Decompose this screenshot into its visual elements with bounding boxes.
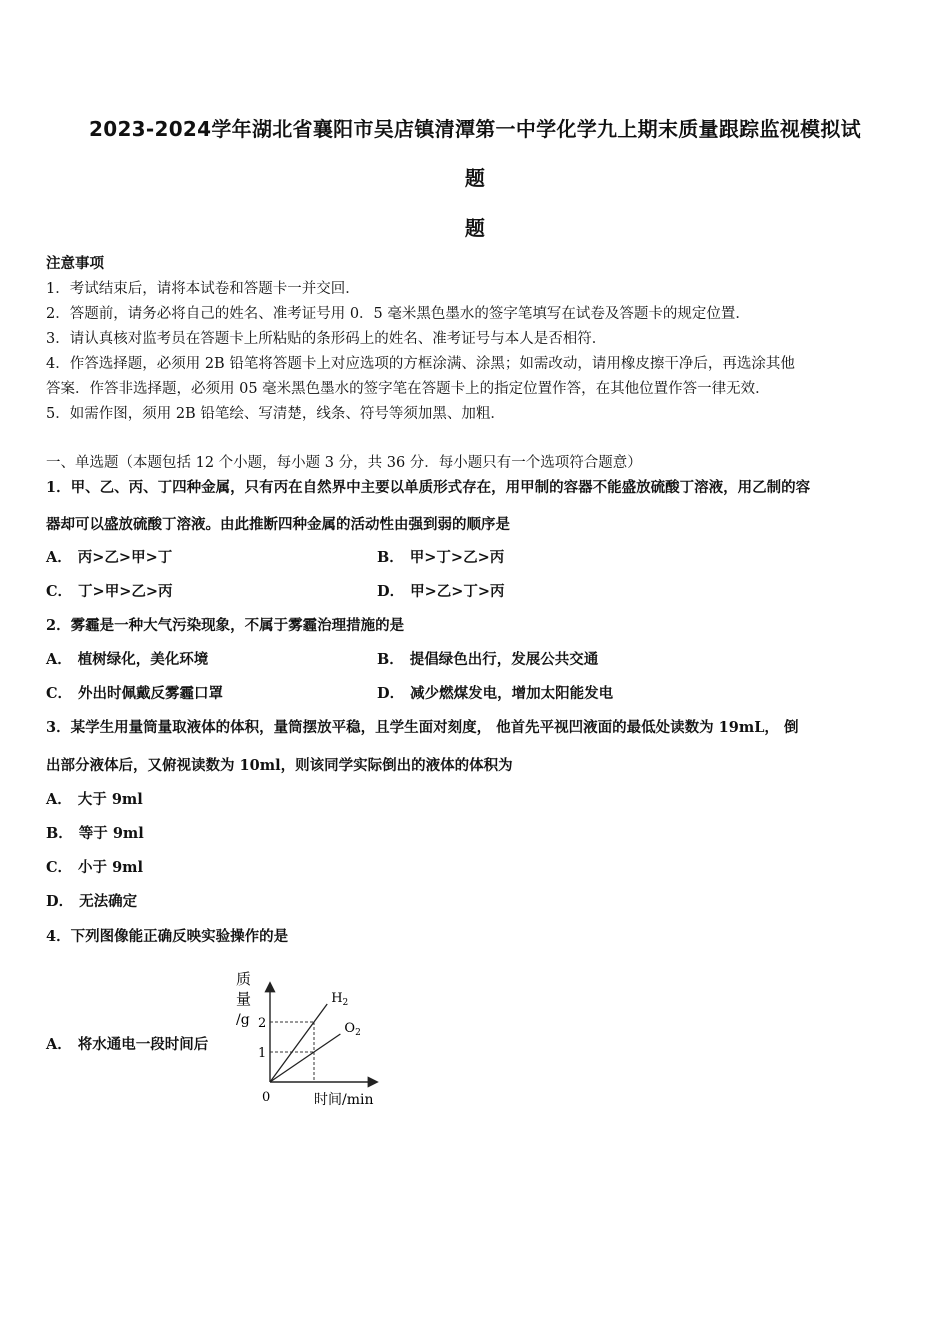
y-tick-label-1: 1 bbox=[258, 1046, 267, 1061]
q2-option-a: A． 植树绿化，美化环境 bbox=[46, 651, 209, 668]
notice-item-4: 4．作答选择题，必须用 2B 铅笔将答题卡上对应选项的方框涂满、涂黑；如需改动，请用橡皮擦干净后，再选涂其他 bbox=[46, 356, 795, 372]
y-axis-label-char-2: 量 bbox=[236, 990, 252, 1008]
q1-option-b: B． 甲>丁>乙>丙 bbox=[377, 549, 505, 566]
notice-item-2: 2．答题前，请务必将自己的姓名、准考证号用 0．5 毫米黑色墨水的签字笔填写在试卷及答题卡的规定位置． bbox=[46, 306, 750, 322]
notice-heading: 注意事项 bbox=[46, 255, 104, 272]
exam-title-line1: 2023-2024学年湖北省襄阳市吴店镇清潭第一中学化学九上期末质量跟踪监视模拟试 bbox=[89, 117, 861, 141]
series-label-h2: $H_2$ bbox=[331, 991, 349, 1008]
y-axis-label-char-1: 质 bbox=[236, 970, 252, 988]
notice-item-3: 3．请认真核对监考员在答题卡上所粘贴的条形码上的姓名、准考证号与本人是否相符． bbox=[46, 331, 607, 347]
exam-title-line3: 题 bbox=[464, 216, 486, 240]
q2-option-d: D． 减少燃煤发电，增加太阳能发电 bbox=[377, 685, 614, 702]
series-line-h2 bbox=[270, 1004, 327, 1082]
q3-option-b: B． 等于 9ml bbox=[46, 825, 144, 842]
notice-item-4-cont: 答案．作答非选择题，必须用 05 毫米黑色墨水的签字笔在答题卡上的指定位置作答，在其他位置作答一律无效． bbox=[46, 381, 770, 397]
q4-option-a-graph bbox=[228, 962, 388, 1112]
q1-option-c: C． 丁>甲>乙>丙 bbox=[46, 583, 173, 600]
q1-option-a: A． 丙>乙>甲>丁 bbox=[46, 549, 173, 566]
q2-option-c: C． 外出时佩戴反雾霾口罩 bbox=[46, 685, 224, 702]
notice-item-5: 5．如需作图，须用 2B 铅笔绘、写清楚，线条、符号等须加黑、加粗． bbox=[46, 406, 505, 422]
q2-stem: 2．雾霾是一种大气污染现象，不属于雾霾治理措施的是 bbox=[46, 617, 405, 634]
q3-stem-line2: 出部分液体后，又俯视读数为 10ml，则该同学实际倒出的液体的体积为 bbox=[46, 757, 513, 774]
x-axis-label: 时间/min bbox=[314, 1092, 374, 1108]
y-axis-label-char-3: /g bbox=[236, 1012, 250, 1028]
series-line-o2 bbox=[270, 1034, 340, 1082]
q2-option-b: B． 提倡绿色出行，发展公共交通 bbox=[377, 651, 599, 668]
origin-label: 0 bbox=[262, 1090, 271, 1105]
notice-item-1: 1．考试结束后，请将本试卷和答题卡一并交回． bbox=[46, 281, 360, 297]
q4-stem: 4．下列图像能正确反映实验操作的是 bbox=[46, 928, 289, 945]
q1-option-d: D． 甲>乙>丁>丙 bbox=[377, 583, 505, 600]
section-heading: 一、单选题（本题包括 12 个小题，每小题 3 分，共 36 分．每小题只有一个选项符合题意） bbox=[46, 455, 642, 471]
q3-option-d: D． 无法确定 bbox=[46, 893, 138, 910]
exam-title-line2: 题 bbox=[464, 166, 486, 190]
y-tick-label-2: 2 bbox=[258, 1016, 267, 1031]
q1-stem-line1: 1．甲、乙、丙、丁四种金属，只有丙在自然界中主要以单质形式存在，用甲制的容器不能盛放硫酸丁溶液，用乙制的容 bbox=[46, 479, 811, 496]
q1-stem-line2: 器却可以盛放硫酸丁溶液。由此推断四种金属的活动性由强到弱的顺序是 bbox=[46, 516, 510, 533]
q3-stem-line1: 3．某学生用量筒量取液体的体积，量筒摆放平稳，且学生面对刻度， 他首先平视凹液面的最低处读数为 19mL， 倒 bbox=[46, 719, 799, 736]
q3-option-c: C． 小于 9ml bbox=[46, 859, 144, 876]
q4-option-a: A． 将水通电一段时间后 bbox=[46, 1036, 209, 1053]
series-label-o2: $O_2$ bbox=[344, 1021, 361, 1038]
q3-option-a: A． 大于 9ml bbox=[46, 791, 143, 808]
